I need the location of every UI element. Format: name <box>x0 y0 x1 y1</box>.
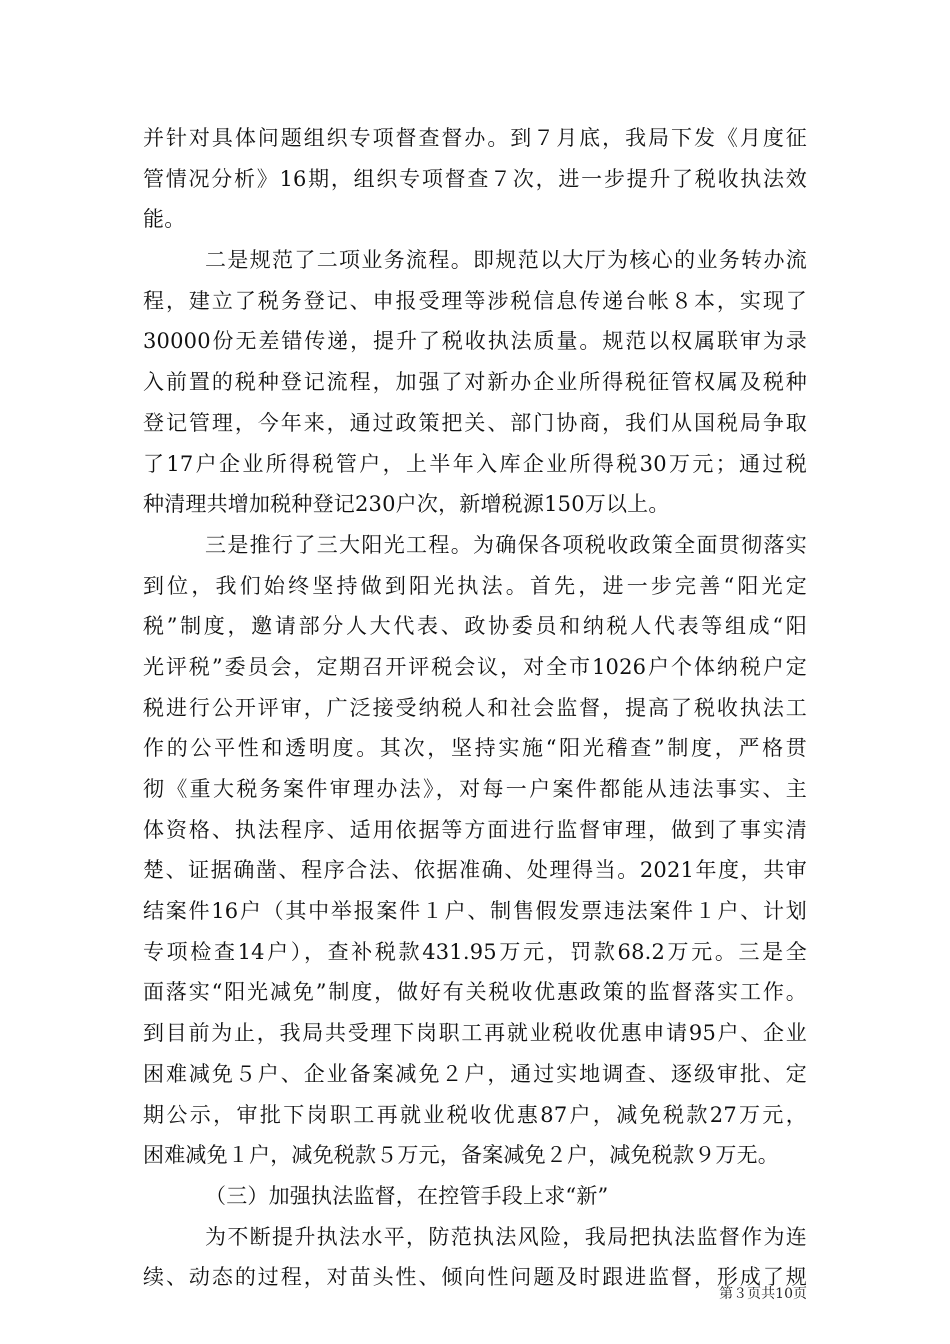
text-line: 入前置的税种登记流程，加强了对新办企业所得税征管权属及税种 <box>143 370 807 395</box>
paragraph-start-line: 三是推行了三大阳光工程。为确保各项税收政策全面贯彻落实 <box>205 532 807 557</box>
text-line: 结案件16户（其中举报案件１户、制售假发票违法案件１户、计划 <box>143 899 807 924</box>
text-line: 种清理共增加税种登记230户次，新增税源150万以上。 <box>143 492 670 517</box>
text-line: 到位，我们始终坚持做到阳光执法。首先，进一步完善“阳光定 <box>143 573 807 598</box>
text-line: 楚、证据确凿、程序合法、依据准确、处理得当。2021年度，共审 <box>143 858 807 883</box>
text-line: 能。 <box>143 207 186 232</box>
text-line: 税”制度，邀请部分人大代表、政协委员和纳税人代表等组成“阳 <box>143 614 807 639</box>
text-line: 登记管理，今年来，通过政策把关、部门协商，我们从国税局争取 <box>143 410 807 435</box>
text-line: 30000份无差错传递，提升了税收执法质量。规范以权属联审为录 <box>143 329 807 354</box>
text-line: 税进行公开评审，广泛接受纳税人和社会监督，提高了税收执法工 <box>143 695 807 720</box>
text-line: 续、动态的过程，对苗头性、倾向性问题及时跟进监督，形成了规 <box>143 1265 807 1290</box>
text-line: 困难减免１户，减免税款５万元，备案减免２户，减免税款９万无。 <box>143 1143 779 1168</box>
text-line: 管情况分析》16期，组织专项督查７次，进一步提升了税收执法效 <box>143 166 807 191</box>
document-body <box>143 118 807 1298</box>
text-line: 困难减免５户、企业备案减免２户，通过实地调查、逐级审批、定 <box>143 1061 807 1086</box>
text-line: 到目前为止，我局共受理下岗职工再就业税收优惠申请95户、企业 <box>143 1021 807 1046</box>
text-line: 面落实“阳光减免”制度，做好有关税收优惠政策的监督落实工作。 <box>143 980 807 1005</box>
paragraph-start-line: 为不断提升执法水平，防范执法风险，我局把执法监督作为连 <box>205 1224 807 1249</box>
paragraph-start-line: 二是规范了二项业务流程。即规范以大厅为核心的业务转办流 <box>205 248 807 273</box>
page-number: 第３页共10页 <box>719 1286 807 1302</box>
text-line: 彻《重大税务案件审理办法》，对每一户案件都能从违法事实、主 <box>143 777 807 801</box>
text-line: 并针对具体问题组织专项督查督办。到７月底，我局下发《月度征 <box>143 126 807 150</box>
text-line: 程，建立了税务登记、申报受理等涉税信息传递台帐８本，实现了 <box>143 288 807 313</box>
text-line: 体资格、执法程序、适用依据等方面进行监督审理，做到了事实清 <box>143 817 807 842</box>
text-line: 了17户企业所得税管户，上半年入库企业所得税30万元；通过税 <box>143 451 807 476</box>
text-line: 光评税”委员会，定期召开评税会议，对全市1026户个体纳税户定 <box>143 654 807 679</box>
section-heading: （三）加强执法监督，在控管手段上求“新” <box>205 1183 609 1208</box>
text-line: 作的公平性和透明度。其次，坚持实施“阳光稽查”制度，严格贯 <box>143 736 807 761</box>
text-line: 期公示，审批下岗职工再就业税收优惠87户，减免税款27万元， <box>143 1102 807 1127</box>
text-line: 专项检查14户），查补税款431.95万元，罚款68.2万元。三是全 <box>143 939 807 964</box>
